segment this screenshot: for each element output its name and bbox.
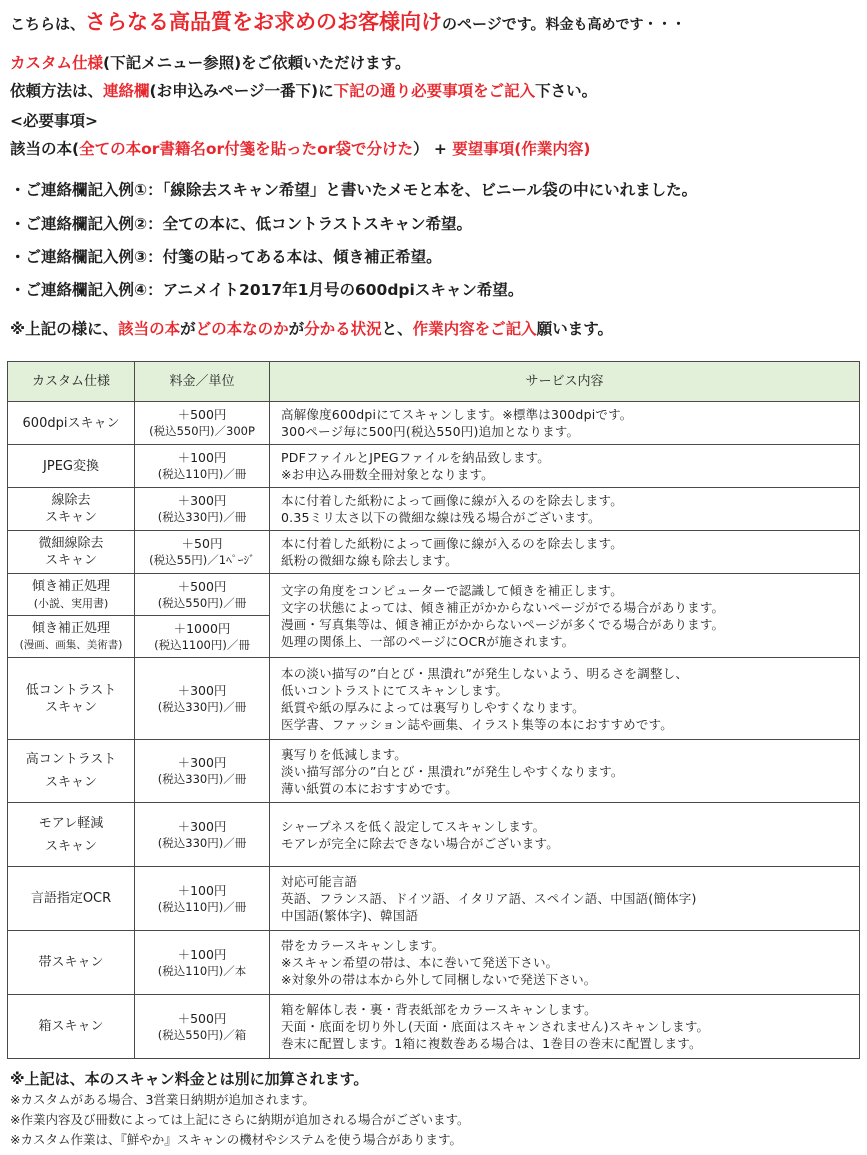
spec-name-line: 傾き補正処理 xyxy=(31,578,110,594)
desc-line: 淡い描写部分の”白とび・黒潰れ”が発生しやすくなります。 xyxy=(281,763,624,779)
spec-name-line: スキャン xyxy=(44,838,97,854)
table-row xyxy=(8,931,860,995)
price-cell xyxy=(135,488,270,531)
required-items-heading: <必要事項> xyxy=(10,112,98,130)
service-description xyxy=(270,995,860,1059)
desc-line: ※対象外の帯は本から外して同梱しないで発送下さい。 xyxy=(281,972,597,987)
desc-line: 帯をカラースキャンします。 xyxy=(281,938,445,953)
desc-line: 紙質や紙の厚みによっては裏写りしやすくなります。 xyxy=(281,699,585,715)
service-description xyxy=(270,488,860,531)
footer-note: ※カスタム作業は、『鮮やか』スキャンの機材やシステムを使う場合があります。 xyxy=(10,1132,462,1147)
price-unit: (税込55円)／1ﾍﾟｰｼﾞ xyxy=(149,553,255,567)
desc-line: 漫画・写真集等は、傾き補正がかからないページが多くでる場合があります。 xyxy=(281,616,725,632)
table-row xyxy=(8,867,860,931)
desc-line: 300ページ毎に500円(税込550円)追加となります。 xyxy=(281,424,580,439)
intro-text: ） + xyxy=(412,140,453,158)
service-description xyxy=(270,867,860,931)
price-cell xyxy=(135,445,270,488)
service-description xyxy=(270,658,860,740)
price-unit: (税込110円)／本 xyxy=(157,963,247,978)
spec-name-line: 箱スキャン xyxy=(38,1019,104,1034)
spec-name-line: スキャン xyxy=(44,775,97,790)
desc-line: 文字の角度をコンピューターで認識して傾きを補正します。 xyxy=(281,582,623,598)
intro-text: のページです。 xyxy=(442,15,546,33)
note-highlight: 作業内容をご記入 xyxy=(412,320,537,338)
spec-name-line: 言語指定OCR xyxy=(30,891,112,906)
intro-text: こちらは、 xyxy=(10,15,86,33)
service-description xyxy=(270,402,860,445)
price-value: ＋100円 xyxy=(177,946,227,962)
spec-name-line: 高コントラスト xyxy=(25,752,117,767)
price-cell xyxy=(135,803,270,867)
footer-note: ※カスタムがある場合、3営業日納期が追加されます。 xyxy=(10,1092,315,1107)
note-highlight: 該当の本 xyxy=(118,320,181,338)
price-unit: (税込550円)／冊 xyxy=(157,595,247,610)
desc-line: シャープネスを低く設定してスキャンします。 xyxy=(281,818,546,834)
custom-spec-label: カスタム仕様 xyxy=(10,54,104,72)
price-unit: (税込550円)／300P xyxy=(149,424,255,438)
spec-name xyxy=(8,574,135,616)
desc-line: PDFファイルとJPEGファイルを納品致します。 xyxy=(281,450,550,465)
price-value: ＋1000円 xyxy=(173,620,231,636)
table-row xyxy=(8,995,860,1059)
service-description xyxy=(270,574,860,658)
example-4: ・ご連絡欄記入例④：アニメイト2017年1月号の600dpiスキャン希望。 xyxy=(10,281,524,299)
desc-line: 英語、フランス語、ドイツ語、イタリア語、スペイン語、中国語(簡体字) xyxy=(281,891,697,906)
spec-name-note: (小説、実用書) xyxy=(33,596,109,610)
desc-line: 医学書、ファッション誌や画集、イラスト集等の本におすすめです。 xyxy=(281,716,673,732)
desc-line: 箱を解体し表・裏・背表紙部をカラースキャンします。 xyxy=(281,1002,597,1017)
price-value: ＋500円 xyxy=(177,1010,227,1026)
spec-name xyxy=(8,931,135,995)
price-value: ＋300円 xyxy=(177,755,227,770)
service-description xyxy=(270,740,860,803)
desc-line: モアレが完全に除去できない場合がございます。 xyxy=(281,835,559,851)
table-row xyxy=(8,803,860,867)
spec-name-line: 傾き補正処理 xyxy=(31,620,110,636)
desc-line: ※お申込み冊数全冊対象となります。 xyxy=(281,467,494,482)
desc-line: 薄い紙質の本におすすめです。 xyxy=(281,780,458,796)
price-value: ＋100円 xyxy=(177,450,227,465)
spec-name-line: スキャン xyxy=(44,699,97,715)
table-row xyxy=(8,488,860,531)
intro-line-2 xyxy=(10,51,410,73)
spec-name xyxy=(8,740,135,803)
spec-name xyxy=(8,867,135,931)
desc-line: 中国語(繁体字)、韓国語 xyxy=(281,908,419,923)
price-value: ＋300円 xyxy=(177,682,227,698)
price-unit: (税込550円)／箱 xyxy=(157,1027,247,1042)
price-value: ＋500円 xyxy=(177,407,227,422)
intro-note xyxy=(10,317,613,339)
header-service: サービス内容 xyxy=(270,362,860,402)
desc-line: 対応可能言語 xyxy=(281,874,358,889)
price-cell xyxy=(135,867,270,931)
note-text: が xyxy=(180,320,196,338)
price-cell xyxy=(135,995,270,1059)
spec-name-line: JPEG変換 xyxy=(43,458,99,474)
spec-name xyxy=(8,531,135,574)
note-highlight: どの本なのか xyxy=(195,320,289,338)
intro-line-1 xyxy=(10,6,686,36)
spec-name-line: スキャン xyxy=(44,510,97,525)
price-unit: (税込1100円)／冊 xyxy=(154,637,250,652)
desc-line: 裏写りを低減します。 xyxy=(281,746,408,762)
spec-name xyxy=(8,488,135,531)
price-unit: (税込330円)／冊 xyxy=(157,835,247,850)
spec-name xyxy=(8,658,135,740)
intro-text: 下さい。 xyxy=(535,82,598,100)
note-highlight: 分かる状況 xyxy=(304,320,382,338)
price-unit: (税込330円)／冊 xyxy=(157,510,247,524)
price-unit: (税込110円)／冊 xyxy=(157,899,247,914)
spec-name-line: 600dpiスキャン xyxy=(22,415,120,431)
table-row xyxy=(8,740,860,803)
table-header-row xyxy=(8,362,860,402)
price-cell xyxy=(135,658,270,740)
price-value: ＋50円 xyxy=(181,536,223,551)
service-description xyxy=(270,803,860,867)
spec-name xyxy=(8,402,135,445)
spec-name xyxy=(8,803,135,867)
intro-price-note: 料金も高めです・・・ xyxy=(545,17,686,33)
desc-line: 本に付着した紙粉によって画像に線が入るのを除去します。 xyxy=(281,536,623,551)
service-description xyxy=(270,931,860,995)
spec-name-line: 線除去 xyxy=(51,493,91,508)
spec-name-note: (漫画、画集、美術書) xyxy=(19,638,123,651)
intro-line-5 xyxy=(10,137,590,159)
desc-line: 天面・底面を切り外し(天面・底面はスキャンされません)スキャンします。 xyxy=(281,1019,710,1034)
spec-name-line: 微細線除去 xyxy=(38,536,104,551)
desc-line: ※スキャン希望の帯は、本に巻いて発送下さい。 xyxy=(281,955,559,970)
spec-name-line: モアレ軽減 xyxy=(38,815,104,831)
example-2: ・ご連絡欄記入例②：全ての本に、低コントラストスキャン希望。 xyxy=(10,215,473,233)
price-unit: (税込330円)／冊 xyxy=(157,699,247,714)
footer-bold-note: ※上記は、本のスキャン料金とは別に加算されます。 xyxy=(10,1070,369,1088)
desc-line: 処理の関係上、一部のページにOCRが施されます。 xyxy=(281,633,575,649)
table-row xyxy=(8,445,860,488)
footer-note: ※作業内容及び冊数によっては上記にさらに納期が追加される場合がございます。 xyxy=(10,1112,470,1127)
note-text: と、 xyxy=(381,320,413,338)
note-text: が xyxy=(288,320,305,338)
price-value: ＋100円 xyxy=(177,882,227,898)
service-description xyxy=(270,445,860,488)
price-cell xyxy=(135,574,270,616)
desc-line: 紙粉の微細な線も除去します。 xyxy=(281,553,458,568)
example-1: ・ご連絡欄記入例①：「線除去スキャン希望」と書いたメモと本を、ビニール袋の中にいれました。 xyxy=(10,181,698,199)
service-description xyxy=(270,531,860,574)
price-cell xyxy=(135,402,270,445)
table-row xyxy=(8,402,860,445)
header-spec: カスタム仕様 xyxy=(8,362,135,402)
desc-line: 0.35ミリ太さ以下の微細な線は残る場合がございます。 xyxy=(281,510,601,525)
desc-line: 本の淡い描写の”白とび・黒潰れ”が発生しないよう、明るさを調整し、 xyxy=(281,665,689,681)
table-row xyxy=(8,531,860,574)
price-value: ＋300円 xyxy=(177,818,227,834)
spec-name-line: 低コントラスト xyxy=(25,682,117,698)
intro-highlight: さらなる高品質をお求めのお客様向け xyxy=(85,10,443,34)
price-cell xyxy=(135,931,270,995)
custom-spec-table xyxy=(7,361,860,1059)
desc-line: 巻末に配置します。1箱に複数巻ある場合は、1巻目の巻末に配置します。 xyxy=(281,1036,702,1051)
desc-line: 高解像度600dpiにてスキャンします。※標準は300dpiです。 xyxy=(281,407,633,422)
desc-line: 低いコントラストにてスキャンします。 xyxy=(281,682,509,698)
intro-text: (下記メニュー参照)をご依頼いただけます。 xyxy=(103,54,411,72)
intro-highlight: 要望事項(作業内容) xyxy=(452,140,591,158)
example-3: ・ご連絡欄記入例③：付箋の貼ってある本は、傾き補正希望。 xyxy=(10,248,442,266)
intro-text: 依頼方法は、 xyxy=(10,82,104,100)
table-row xyxy=(8,574,860,616)
spec-name-line: スキャン xyxy=(44,553,97,568)
note-text: ※上記の様に、 xyxy=(10,320,119,338)
intro-highlight: 全ての本or書籍名or付箋を貼ったor袋で分けた xyxy=(79,140,413,158)
header-price: 料金／単位 xyxy=(135,362,270,402)
note-text: 願います。 xyxy=(536,320,613,338)
intro-text: (お申込みページ一番下)に xyxy=(149,82,334,100)
price-unit: (税込330円)／冊 xyxy=(157,772,247,786)
intro-line-3 xyxy=(10,79,597,101)
price-unit: (税込110円)／冊 xyxy=(157,467,247,481)
desc-line: 本に付着した紙粉によって画像に線が入るのを除去します。 xyxy=(281,493,623,508)
intro-highlight: 下記の通り必要事項をご記入 xyxy=(333,82,536,100)
price-cell xyxy=(135,531,270,574)
desc-line: 文字の状態によっては、傾き補正がかからないページがでる場合があります。 xyxy=(281,599,725,615)
spec-name-line: 帯スキャン xyxy=(38,955,104,970)
table-row xyxy=(8,658,860,740)
price-value: ＋500円 xyxy=(177,578,227,594)
price-value: ＋300円 xyxy=(177,493,227,508)
price-cell xyxy=(135,616,270,658)
spec-name xyxy=(8,616,135,658)
spec-name xyxy=(8,445,135,488)
price-cell xyxy=(135,740,270,803)
spec-name xyxy=(8,995,135,1059)
intro-text: 該当の本( xyxy=(10,140,80,158)
contact-field-label: 連絡欄 xyxy=(103,82,150,100)
